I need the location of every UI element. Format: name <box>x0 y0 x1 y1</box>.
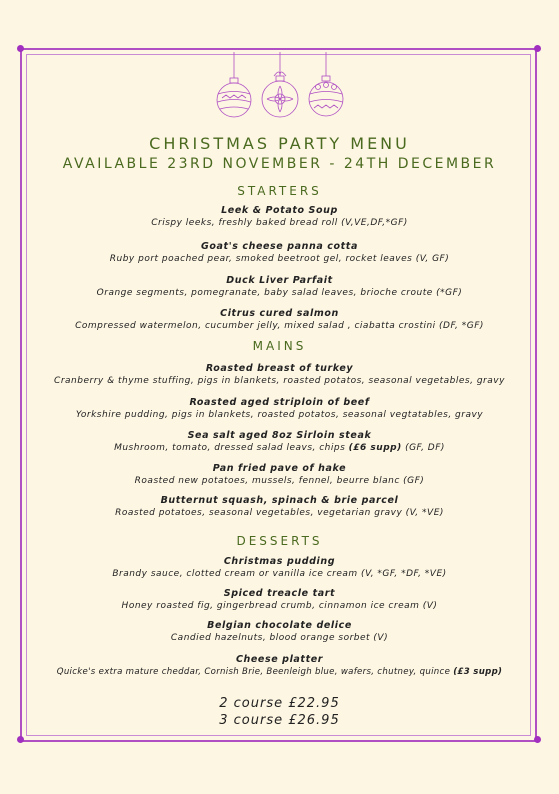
item-description: Crispy leeks, freshly baked bread roll (V,VE,DF,*GF) <box>151 218 408 228</box>
item-description-text: (GF, DF) <box>401 443 445 453</box>
item-description-text: Quicke's extra mature cheddar, Cornish Brie, Beenleigh blue, wafers, chutney, quince <box>56 667 454 677</box>
menu-item <box>0 362 559 388</box>
supplement-price: (£6 supp) <box>348 443 402 453</box>
item-name: Belgian chocolate delice <box>207 620 352 631</box>
menu-item <box>0 274 559 300</box>
item-name: Roasted breast of turkey <box>205 363 354 374</box>
christmas-baubles-icon <box>214 52 346 124</box>
item-name: Spiced treacle tart <box>223 588 336 599</box>
item-description: Orange segments, pomegranate, baby salad leaves, brioche croute (*GF) <box>96 288 463 298</box>
availability-dates: AVAILABLE 23RD NOVEMBER - 24TH DECEMBER <box>62 156 497 172</box>
corner-dot-bottom-left <box>17 736 24 743</box>
item-description <box>0 666 559 679</box>
item-name: Christmas pudding <box>223 556 336 567</box>
item-description: Ruby port poached pear, smoked beetroot gel, rocket leaves (V, GF) <box>109 254 450 264</box>
corner-dot-top-left <box>17 45 24 52</box>
mains-heading: MAINS <box>252 339 307 353</box>
menu-item <box>0 587 559 613</box>
item-name: Butternut squash, spinach & brie parcel <box>160 495 399 506</box>
item-name: Pan fried pave of hake <box>212 463 347 474</box>
item-description: Yorkshire pudding, pigs in blankets, roasted potatos, seasonal vegtatables, gravy <box>75 410 484 420</box>
menu-item <box>0 494 559 520</box>
menu-item <box>0 429 559 455</box>
menu-title: CHRISTMAS PARTY MENU <box>149 134 410 153</box>
item-description: Honey roasted fig, gingerbread crumb, cinnamon ice cream (V) <box>121 601 438 611</box>
menu-item <box>0 240 559 266</box>
menu-item <box>0 307 559 333</box>
item-name: Leek & Potato Soup <box>221 205 338 216</box>
item-name: Citrus cured salmon <box>220 308 339 319</box>
item-description: Roasted new potatoes, mussels, fennel, beurre blanc (GF) <box>134 476 425 486</box>
menu-item <box>0 653 559 679</box>
supplement-price: (£3 supp) <box>453 667 503 677</box>
menu-item <box>0 619 559 645</box>
item-description-text: Mushroom, tomato, dressed salad leavs, chips <box>114 443 349 453</box>
starters-heading: STARTERS <box>237 184 322 198</box>
menu-item <box>0 396 559 422</box>
item-name: Roasted aged striploin of beef <box>189 397 370 408</box>
corner-dot-top-right <box>534 45 541 52</box>
item-description: Cranberry & thyme stuffing, pigs in blankets, roasted potatos, seasonal vegetables, gravy <box>54 376 505 386</box>
desserts-heading: DESSERTS <box>236 534 323 548</box>
item-description <box>0 442 559 455</box>
item-description: Compressed watermelon, cucumber jelly, mixed salad , ciabatta crostini (DF, *GF) <box>75 321 484 331</box>
item-name: Sea salt aged 8oz Sirloin steak <box>187 430 372 441</box>
menu-item <box>0 204 559 230</box>
item-name: Duck Liver Parfait <box>226 275 333 286</box>
three-course-price: 3 course £26.95 <box>219 713 340 728</box>
item-description: Roasted potatoes, seasonal vegetables, vegetarian gravy (V, *VE) <box>115 508 444 518</box>
menu-item <box>0 555 559 581</box>
item-name: Goat's cheese panna cotta <box>201 241 358 252</box>
menu-item <box>0 462 559 488</box>
two-course-price: 2 course £22.95 <box>219 696 340 711</box>
item-description: Candied hazelnuts, blood orange sorbet (V) <box>170 633 389 643</box>
corner-dot-bottom-right <box>534 736 541 743</box>
item-description: Brandy sauce, clotted cream or vanilla ice cream (V, *GF, *DF, *VE) <box>112 569 447 579</box>
item-name: Cheese platter <box>235 654 324 665</box>
